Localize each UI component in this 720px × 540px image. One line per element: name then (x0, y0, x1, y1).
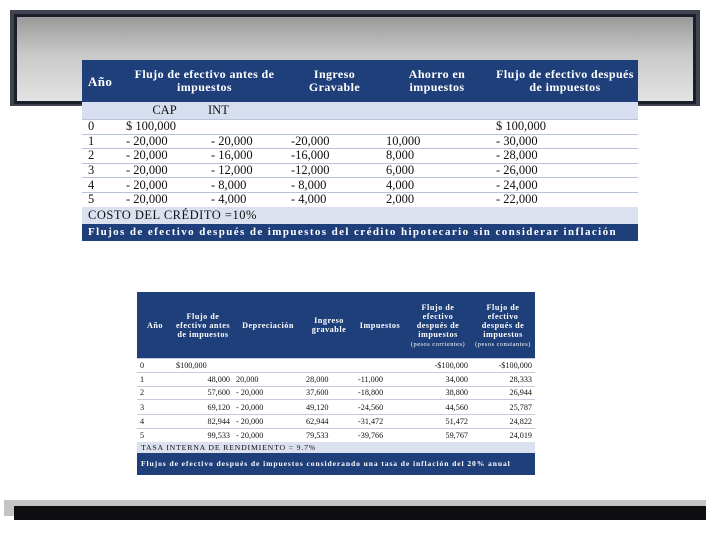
cell-flujo-antes: 57,600 (173, 386, 233, 400)
table-row (82, 134, 638, 149)
cell-ingreso (287, 120, 382, 135)
cell-year: 3 (137, 400, 173, 415)
cell-flujo-constantes: -$100,000 (471, 359, 535, 373)
cell-int: - 8,000 (207, 178, 287, 193)
table-row (137, 400, 535, 415)
cell-year: 0 (82, 120, 122, 135)
credit-cost-note: COSTO DEL CRÉDITO =10% (82, 207, 638, 224)
header-ano: Año (82, 60, 122, 102)
cell-flujo: - 24,000 (492, 178, 638, 193)
cell-flujo-antes: 99,533 (173, 429, 233, 442)
cell-ingreso: -16,000 (287, 149, 382, 164)
cell-ahorro: 2,000 (382, 192, 492, 206)
cell-ingreso: 28,000 (303, 372, 355, 386)
cell-flujo-antes: 69,120 (173, 400, 233, 415)
cell-impuestos: -31,472 (355, 415, 405, 429)
cell-depreciacion: 20,000 (233, 372, 303, 386)
cell-int (207, 120, 287, 135)
cell-ingreso: - 4,000 (287, 192, 382, 206)
cell-ingreso: 37,600 (303, 386, 355, 400)
cell-flujo-corrientes: 34,000 (405, 372, 471, 386)
cell-ingreso: 62,944 (303, 415, 355, 429)
table-row (82, 192, 638, 206)
cell-ahorro: 4,000 (382, 178, 492, 193)
header-ano: Año (137, 292, 173, 359)
cell-ingreso: - 8,000 (287, 178, 382, 193)
cell-ingreso: 79,533 (303, 429, 355, 442)
table-row (82, 120, 638, 135)
cell-flujo-corrientes: -$100,000 (405, 359, 471, 373)
cell-depreciacion: - 20,000 (233, 429, 303, 442)
cell-ahorro (382, 120, 492, 135)
int-label: INT (207, 102, 287, 120)
cell-ingreso: -20,000 (287, 134, 382, 149)
cell-ahorro: 6,000 (382, 163, 492, 178)
header-flujo-constantes-sub: (pesos constantes) (475, 340, 531, 348)
cell-ingreso (303, 359, 355, 373)
cell-impuestos (355, 359, 405, 373)
cell-depreciacion (233, 359, 303, 373)
header-flujo-antes: Flujo de efectivo antes de impuestos (122, 60, 287, 102)
cell-year: 2 (82, 149, 122, 164)
subheader-row (82, 102, 638, 120)
cell-cap: - 20,000 (122, 149, 207, 164)
cell-impuestos: -24,560 (355, 400, 405, 415)
cell-flujo-corrientes: 44,560 (405, 400, 471, 415)
slide-footer-band (14, 506, 706, 520)
table-caption-row (82, 224, 638, 241)
cell-depreciacion: - 20,000 (233, 386, 303, 400)
table-row (137, 359, 535, 373)
header-ingreso-gravable: Ingreso gravable (303, 292, 355, 359)
inflation-cashflow-table (137, 292, 535, 475)
cell-int: - 20,000 (207, 134, 287, 149)
cell-year: 4 (82, 178, 122, 193)
cell-flujo-antes: 48,000 (173, 372, 233, 386)
cell-flujo-constantes: 24,019 (471, 429, 535, 442)
header-ahorro: Ahorro en impuestos (382, 60, 492, 102)
header-flujo-despues: Flujo de efectivo después de impuestos (492, 60, 638, 102)
header-flujo-constantes-label: Flujo de efectivo después de impuestos (481, 302, 525, 339)
cap-label: CAP (122, 102, 207, 120)
table-row (82, 163, 638, 178)
header-flujo-constantes (471, 292, 535, 359)
cell-flujo: - 28,000 (492, 149, 638, 164)
cell-flujo-corrientes: 51,472 (405, 415, 471, 429)
cell-flujo: $ 100,000 (492, 120, 638, 135)
table-row (137, 429, 535, 442)
header-flujo-corrientes-sub: (pesos corrientes) (410, 340, 466, 348)
cell-flujo-constantes: 26,944 (471, 386, 535, 400)
cell-flujo-constantes: 28,333 (471, 372, 535, 386)
cell-year: 3 (82, 163, 122, 178)
table-header-row (82, 60, 638, 102)
cell-cap: - 20,000 (122, 192, 207, 206)
cell-year: 0 (137, 359, 173, 373)
cell-cap: - 20,000 (122, 178, 207, 193)
cell-cap: - 20,000 (122, 163, 207, 178)
irr-note: TASA INTERNA DE RENDIMIENTO = 9.7% (137, 442, 535, 453)
cell-flujo-corrientes: 59,767 (405, 429, 471, 442)
cell-flujo: - 26,000 (492, 163, 638, 178)
header-flujo-corrientes-label: Flujo de efectivo después de impuestos (416, 302, 460, 339)
cell-flujo-constantes: 25,787 (471, 400, 535, 415)
cell-ahorro: 8,000 (382, 149, 492, 164)
credit-cost-row (82, 207, 638, 224)
cell-impuestos: -39,766 (355, 429, 405, 442)
header-impuestos: Impuestos (355, 292, 405, 359)
cell-flujo: - 30,000 (492, 134, 638, 149)
cell-cap: - 20,000 (122, 134, 207, 149)
table-header-row (137, 292, 535, 359)
table-row (137, 415, 535, 429)
cell-year: 5 (137, 429, 173, 442)
table2-caption: Flujos de efectivo después de impuestos considerando una tasa de inflación del 20% anual (137, 453, 535, 475)
cell-flujo-constantes: 24,822 (471, 415, 535, 429)
table-row (82, 178, 638, 193)
table-row (137, 372, 535, 386)
cell-flujo-antes: 82,944 (173, 415, 233, 429)
cell-year: 1 (82, 134, 122, 149)
irr-row (137, 442, 535, 453)
table-caption-row (137, 453, 535, 475)
cell-year: 5 (82, 192, 122, 206)
cell-int: - 12,000 (207, 163, 287, 178)
table-row (82, 149, 638, 164)
cell-year: 4 (137, 415, 173, 429)
cell-depreciacion: - 20,000 (233, 415, 303, 429)
mortgage-cashflow-table (82, 60, 638, 241)
cell-ingreso: 49,120 (303, 400, 355, 415)
cell-year: 1 (137, 372, 173, 386)
cell-flujo-corrientes: 38,800 (405, 386, 471, 400)
header-flujo-antes: Flujo de efectivo antes de impuestos (173, 292, 233, 359)
cell-depreciacion: - 20,000 (233, 400, 303, 415)
cell-flujo-antes: $100,000 (173, 359, 233, 373)
header-flujo-corrientes (405, 292, 471, 359)
cell-year: 2 (137, 386, 173, 400)
cell-int: - 4,000 (207, 192, 287, 206)
cell-impuestos: -11,000 (355, 372, 405, 386)
table-row (137, 386, 535, 400)
cell-int: - 16,000 (207, 149, 287, 164)
table1-caption: Flujos de efectivo después de impuestos del crédito hipotecario sin considerar inflación (82, 224, 638, 241)
cell-ingreso: -12,000 (287, 163, 382, 178)
cell-ahorro: 10,000 (382, 134, 492, 149)
cell-cap: $ 100,000 (122, 120, 207, 135)
cell-impuestos: -18,800 (355, 386, 405, 400)
header-ingreso: Ingreso Gravable (287, 60, 382, 102)
header-depreciacion: Depreciación (233, 292, 303, 359)
cell-flujo: - 22,000 (492, 192, 638, 206)
